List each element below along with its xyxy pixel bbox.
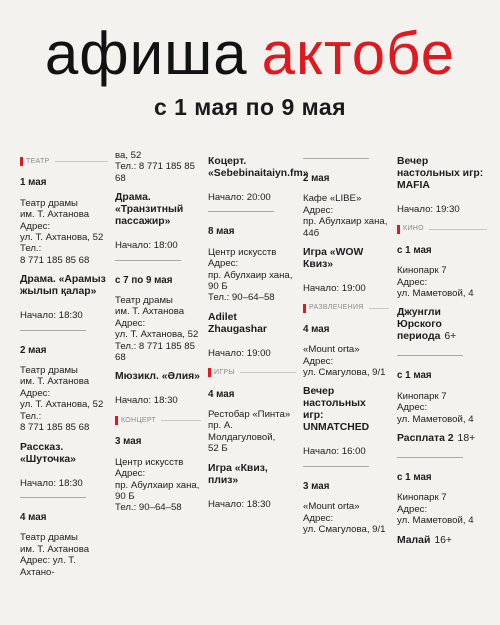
column-2 xyxy=(115,150,201,522)
event-title: Рассказ. «Шуточка» xyxy=(20,441,76,465)
separator xyxy=(303,466,369,467)
poster-header xyxy=(0,22,500,121)
start-time: Начало: 18:30 xyxy=(208,498,271,510)
start-time: Начало: 19:00 xyxy=(208,347,271,359)
event-date: 3 мая xyxy=(303,480,330,492)
date-range-subtitle: с 1 мая по 9 мая xyxy=(153,94,347,120)
start-time: Начало: 18:30 xyxy=(20,477,83,489)
separator xyxy=(20,330,86,331)
venue-info: «Mount orta» Адрес: ул. Смагулова, 9/1 xyxy=(303,501,386,536)
column-5 xyxy=(397,150,487,559)
section-rule xyxy=(161,420,201,421)
venue-info: «Mount orta» Адрес: ул. Смагулова, 9/1 xyxy=(303,344,386,379)
venue-info: ва, 52 Тел.: 8 771 185 85 68 xyxy=(115,150,195,184)
event-date: 2 мая xyxy=(20,344,47,356)
section-marker xyxy=(397,225,400,234)
section-tag-concert: КОНЦЕРТ xyxy=(115,415,201,426)
start-time: Начало: 19:00 xyxy=(303,283,366,295)
event-date: с 7 по 9 мая xyxy=(115,274,173,286)
column-4 xyxy=(303,150,389,544)
section-tag-games: ИГРЫ xyxy=(208,367,296,378)
venue-info: Кинопарк 7 Адрес: ул. Маметовой, 4 xyxy=(397,265,474,300)
separator xyxy=(303,158,369,159)
venue-info: Рестобар «Пинта» пр. А. Молдагуловой, 52 Б xyxy=(208,409,291,455)
poster-title xyxy=(0,22,500,86)
age-rating: 16+ xyxy=(434,534,452,546)
movie-title: Малай 16+ xyxy=(397,534,452,546)
movie-title: Расплата 2 18+ xyxy=(397,433,476,445)
start-time: Начало: 18:30 xyxy=(115,395,178,407)
section-tag-entertainment: РАЗВЛЕЧЕНИЯ xyxy=(303,302,389,313)
venue-info: Кинопарк 7 Адрес: ул. Маметовой, 4 xyxy=(397,492,474,527)
venue-info: Театр драмы им. Т. Ахтанова Адрес: ул. Т. Ахтано- xyxy=(20,532,90,578)
section-tag-cinema: КИНО xyxy=(397,223,487,234)
section-rule xyxy=(240,372,296,373)
event-date: с 1 мая xyxy=(397,370,432,382)
separator xyxy=(20,497,86,498)
section-rule xyxy=(429,229,487,230)
event-title: Мюзикл. «Әлия» xyxy=(115,371,200,383)
section-marker xyxy=(20,157,23,166)
event-date: с 1 мая xyxy=(397,472,432,484)
movie-title: Джунгли Юрского периода 6+ xyxy=(397,307,457,343)
start-time: Начало: 16:00 xyxy=(303,446,366,458)
venue-info: Театр драмы им. Т. Ахтанова Адрес: ул. Т. Ахтанова, 52 Тел.: 8 771 185 85 68 xyxy=(115,295,199,364)
start-time: Начало: 18:00 xyxy=(115,240,178,252)
event-date: 3 мая xyxy=(115,436,142,448)
event-date: 4 мая xyxy=(208,388,235,400)
event-title: Игра «Квиз, плиз» xyxy=(208,462,268,486)
venue-info: Театр драмы им. Т. Ахтанова Адрес: ул. Т. Ахтанова, 52 Тел.: 8 771 185 85 68 xyxy=(20,365,104,434)
separator xyxy=(397,355,463,356)
start-time: Начало: 18:30 xyxy=(20,310,83,322)
age-rating: 18+ xyxy=(457,433,476,445)
age-rating: 6+ xyxy=(444,331,457,343)
event-date: 8 мая xyxy=(208,226,235,238)
event-date: 4 мая xyxy=(303,323,330,335)
separator xyxy=(208,211,274,212)
event-date: 2 мая xyxy=(303,173,330,184)
event-date: 1 мая xyxy=(20,177,47,189)
start-time: Начало: 20:00 xyxy=(208,192,271,203)
venue-info: Центр искусств Адрес: пр. Абулхаир хана, 90 Б Тел.: 90–64–58 xyxy=(115,456,200,514)
event-title: Вечер настольных игр: UNMATCHED xyxy=(303,386,370,434)
event-title: Вечер настольных игр: MAFIA xyxy=(397,156,484,191)
column-3 xyxy=(208,150,309,518)
section-marker xyxy=(303,304,306,313)
section-rule xyxy=(369,308,389,309)
section-tag-theatre: ТЕАТР xyxy=(20,156,108,167)
event-date: 4 мая xyxy=(20,511,47,523)
section-marker xyxy=(115,416,118,425)
event-title: Игра «WOW Квиз» xyxy=(303,247,364,271)
title-word-afisha: афиша xyxy=(44,20,248,87)
event-title: Драма. «Арамыз жылып қалар» xyxy=(20,274,106,298)
venue-info: Кафе «LIBE» Адрес: пр. Абулхаир хана, 44б xyxy=(303,193,388,239)
venue-info: Центр искусств Адрес: пр. Абулхаир хана, 90 Б Тел.: 90–64–58 xyxy=(208,246,293,304)
separator xyxy=(397,457,463,458)
venue-info: Кинопарк 7 Адрес: ул. Маметовой, 4 xyxy=(397,390,474,425)
column-1 xyxy=(20,150,108,586)
event-title: Adilet Zhaugashar xyxy=(208,311,267,335)
section-rule xyxy=(55,161,108,162)
title-word-aktobe: актобе xyxy=(261,20,456,87)
section-marker xyxy=(208,368,211,377)
separator xyxy=(115,260,181,261)
venue-info: Театр драмы им. Т. Ахтанова Адрес: ул. Т. Ахтанова, 52 Тел.: 8 771 185 85 68 xyxy=(20,197,104,266)
event-date: с 1 мая xyxy=(397,244,432,256)
event-title: Коцерт. «Sebebinaitaiyn.fm» xyxy=(208,156,309,179)
event-title: Драма. «Транзитный пассажир» xyxy=(115,192,184,228)
start-time: Начало: 19:30 xyxy=(397,204,460,215)
